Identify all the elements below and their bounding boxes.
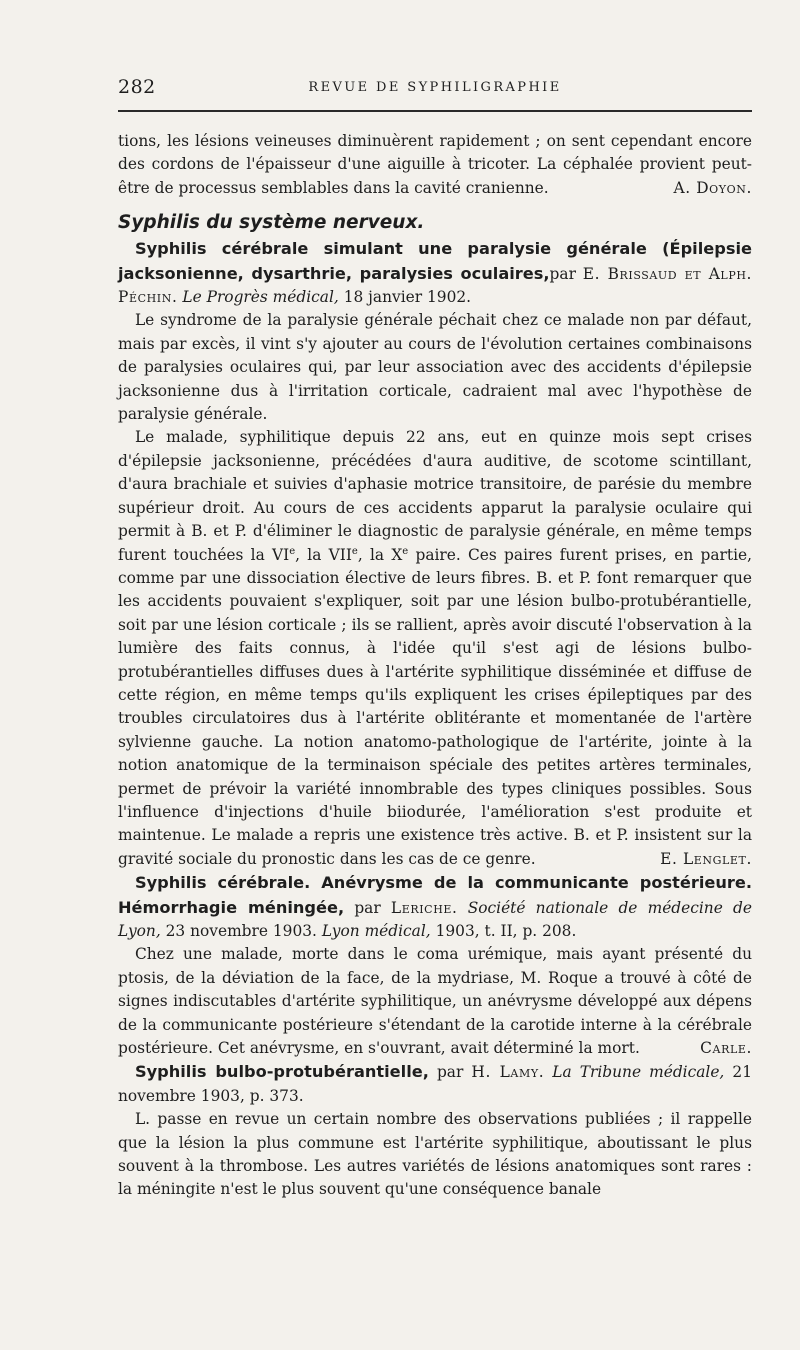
article2-authors-prefix: par	[344, 898, 391, 917]
article3-author: H. Lamy.	[471, 1063, 545, 1082]
signature-carle: Carle.	[700, 1039, 752, 1058]
article1-p2-a: Le malade, syphilitique depuis 22 ans, eut en quinze mois sept crises d'épilepsie jacksonienne, précédées d'aura auditive, de scotome scintillant, d'aura brachiale et suivies d'aphasie motrice transitoire, de parésie du membre supérieur droit. Au cours de ces accidents apparut la paralysie oculaire qui permit à B. et P. d'éliminer le diagnostic de paralysie générale, en même temps furent touchées la VI	[118, 428, 752, 564]
running-head: REVUE DE SYPHILIGRAPHIE	[308, 80, 562, 95]
page-header	[118, 72, 752, 100]
signature-doyon: A. Doyon.	[673, 178, 752, 197]
article1-authors-prefix: par	[549, 264, 583, 283]
page	[118, 72, 753, 1199]
article2-date: 23 novembre 1903.	[165, 922, 317, 940]
article1-date: 18 janvier 1902.	[343, 288, 472, 307]
article3-date: 21 novembre 1903, p. 373.	[118, 1063, 752, 1105]
article2-title: Syphilis cérébrale. Anévrysme de la communicante postérieure. Hémorrhagie méningée,	[118, 873, 752, 917]
article1-paragraph-1: Le syndrome de la paralysie générale péchait chez ce malade non par défaut, mais par excès, il vint s'y ajouter au cours de l'évolution certaines combinaisons de paralysies oculaires qui, par leur association avec des accidents d'épilepsie jacksonienne dus à l'irritation corticale, cadraient mal avec l'hypothèse de paralysie générale.	[118, 311, 752, 424]
section-title: Syphilis du système nerveux.	[118, 212, 425, 234]
article1-p2-d: paire. Ces paires furent prises, en partie, comme par une dissociation élective de leurs fibres. B. et P. font remarquer que les accidents pouvaient s'expliquer, soit par une lésion bulbo-protubérantielle, soit par une lésion corticale ; ils se rallient, après avoir discuté l'observation à la lumière des faits connus, à l'idée qu'il s'est agi de lésions bulbo-protubérantielles diffuses dues à l'artérite syphilitique disséminée et diffuse de cette région, en même temps qu'ils expliquent les crises épileptiques par des troubles circulatoires dus à l'artérite oblitérante et momentanée de l'artère sylvienne gauche. La notion anatomo-pathologique de l'artérite, jointe à la notion anatomique de la terminaison spéciale des petites artères terminales, permet de prévoir la variété innombrable des types cliniques possibles. Sous l'influence d'injections d'huile biiodurée, l'amélioration s'est produite et maintenue. Le malade a repris une existence très active. B. et P. insistent sur la gravité sociale du pronostic dans les cas de ce genre.	[118, 545, 752, 868]
page-body	[118, 130, 752, 1202]
continued-paragraph	[118, 130, 752, 200]
article3-citation	[118, 1060, 752, 1108]
superscript-e: e	[402, 545, 409, 557]
article2-p1-text: Chez une malade, morte dans le coma urémique, mais ayant présenté du ptosis, de la déviation de la face, de la mydriase, M. Roque a trouvé à côté de signes indiscutables d'artérite syphilitique, un anévrysme développé aux dépens de la communicante postérieure s'étendant de la carotide interne à la cérébrale postérieure. Cet anévrysme, en s'ouvrant, avait déterminé la mort.	[118, 945, 752, 1058]
article1-p2-c: , la X	[357, 545, 403, 564]
article1-title: Syphilis cérébrale simulant une paralysie générale (Épilepsie jacksonienne, dysarthrie, paralysies oculaires,	[118, 239, 752, 283]
article3-journal: La Tribune médicale,	[552, 1063, 725, 1082]
article1-paragraph-2	[118, 426, 752, 871]
superscript-e: e	[289, 545, 296, 557]
article1-journal: Le Progrès médical,	[182, 288, 339, 307]
article3-authors-prefix: par	[428, 1063, 472, 1082]
article1-authors: E. Brissaud et Alph. Péchin.	[118, 264, 753, 307]
article2-ref: 1903, t. II, p. 208.	[435, 922, 577, 940]
header-rule	[118, 110, 752, 112]
superscript-e: e	[351, 545, 358, 557]
article2-citation	[118, 871, 752, 943]
article2-journal2: Lyon médical,	[321, 922, 431, 940]
page-number: 282	[118, 76, 156, 98]
article1-citation	[118, 237, 752, 309]
continued-text: tions, les lésions veineuses diminuèrent rapidement ; on sent cependant encore des cordons de l'épaisseur d'une aiguille à tricoter. La céphalée provient peut-être de processus semblables dans la cavité cranienne.	[118, 132, 752, 197]
article1-p2-b: , la VII	[295, 545, 352, 564]
signature-lenglet: E. Lenglet.	[660, 849, 752, 868]
article2-paragraph-1	[118, 943, 752, 1060]
article3-title: Syphilis bulbo-protubérantielle,	[134, 1062, 429, 1082]
article2-author: Leriche.	[390, 898, 458, 917]
article2-journal: Société nationale de médecine de Lyon,	[118, 898, 752, 940]
article3-paragraph-1: L. passe en revue un certain nombre des observations publiées ; il rappelle que la lésion la plus commune est l'artérite syphilitique, aboutissant le plus souvent à la thrombose. Les autres variétés de lésions anatomiques sont rares : la méningite n'est le plus souvent qu'une conséquence banale	[118, 1110, 752, 1199]
